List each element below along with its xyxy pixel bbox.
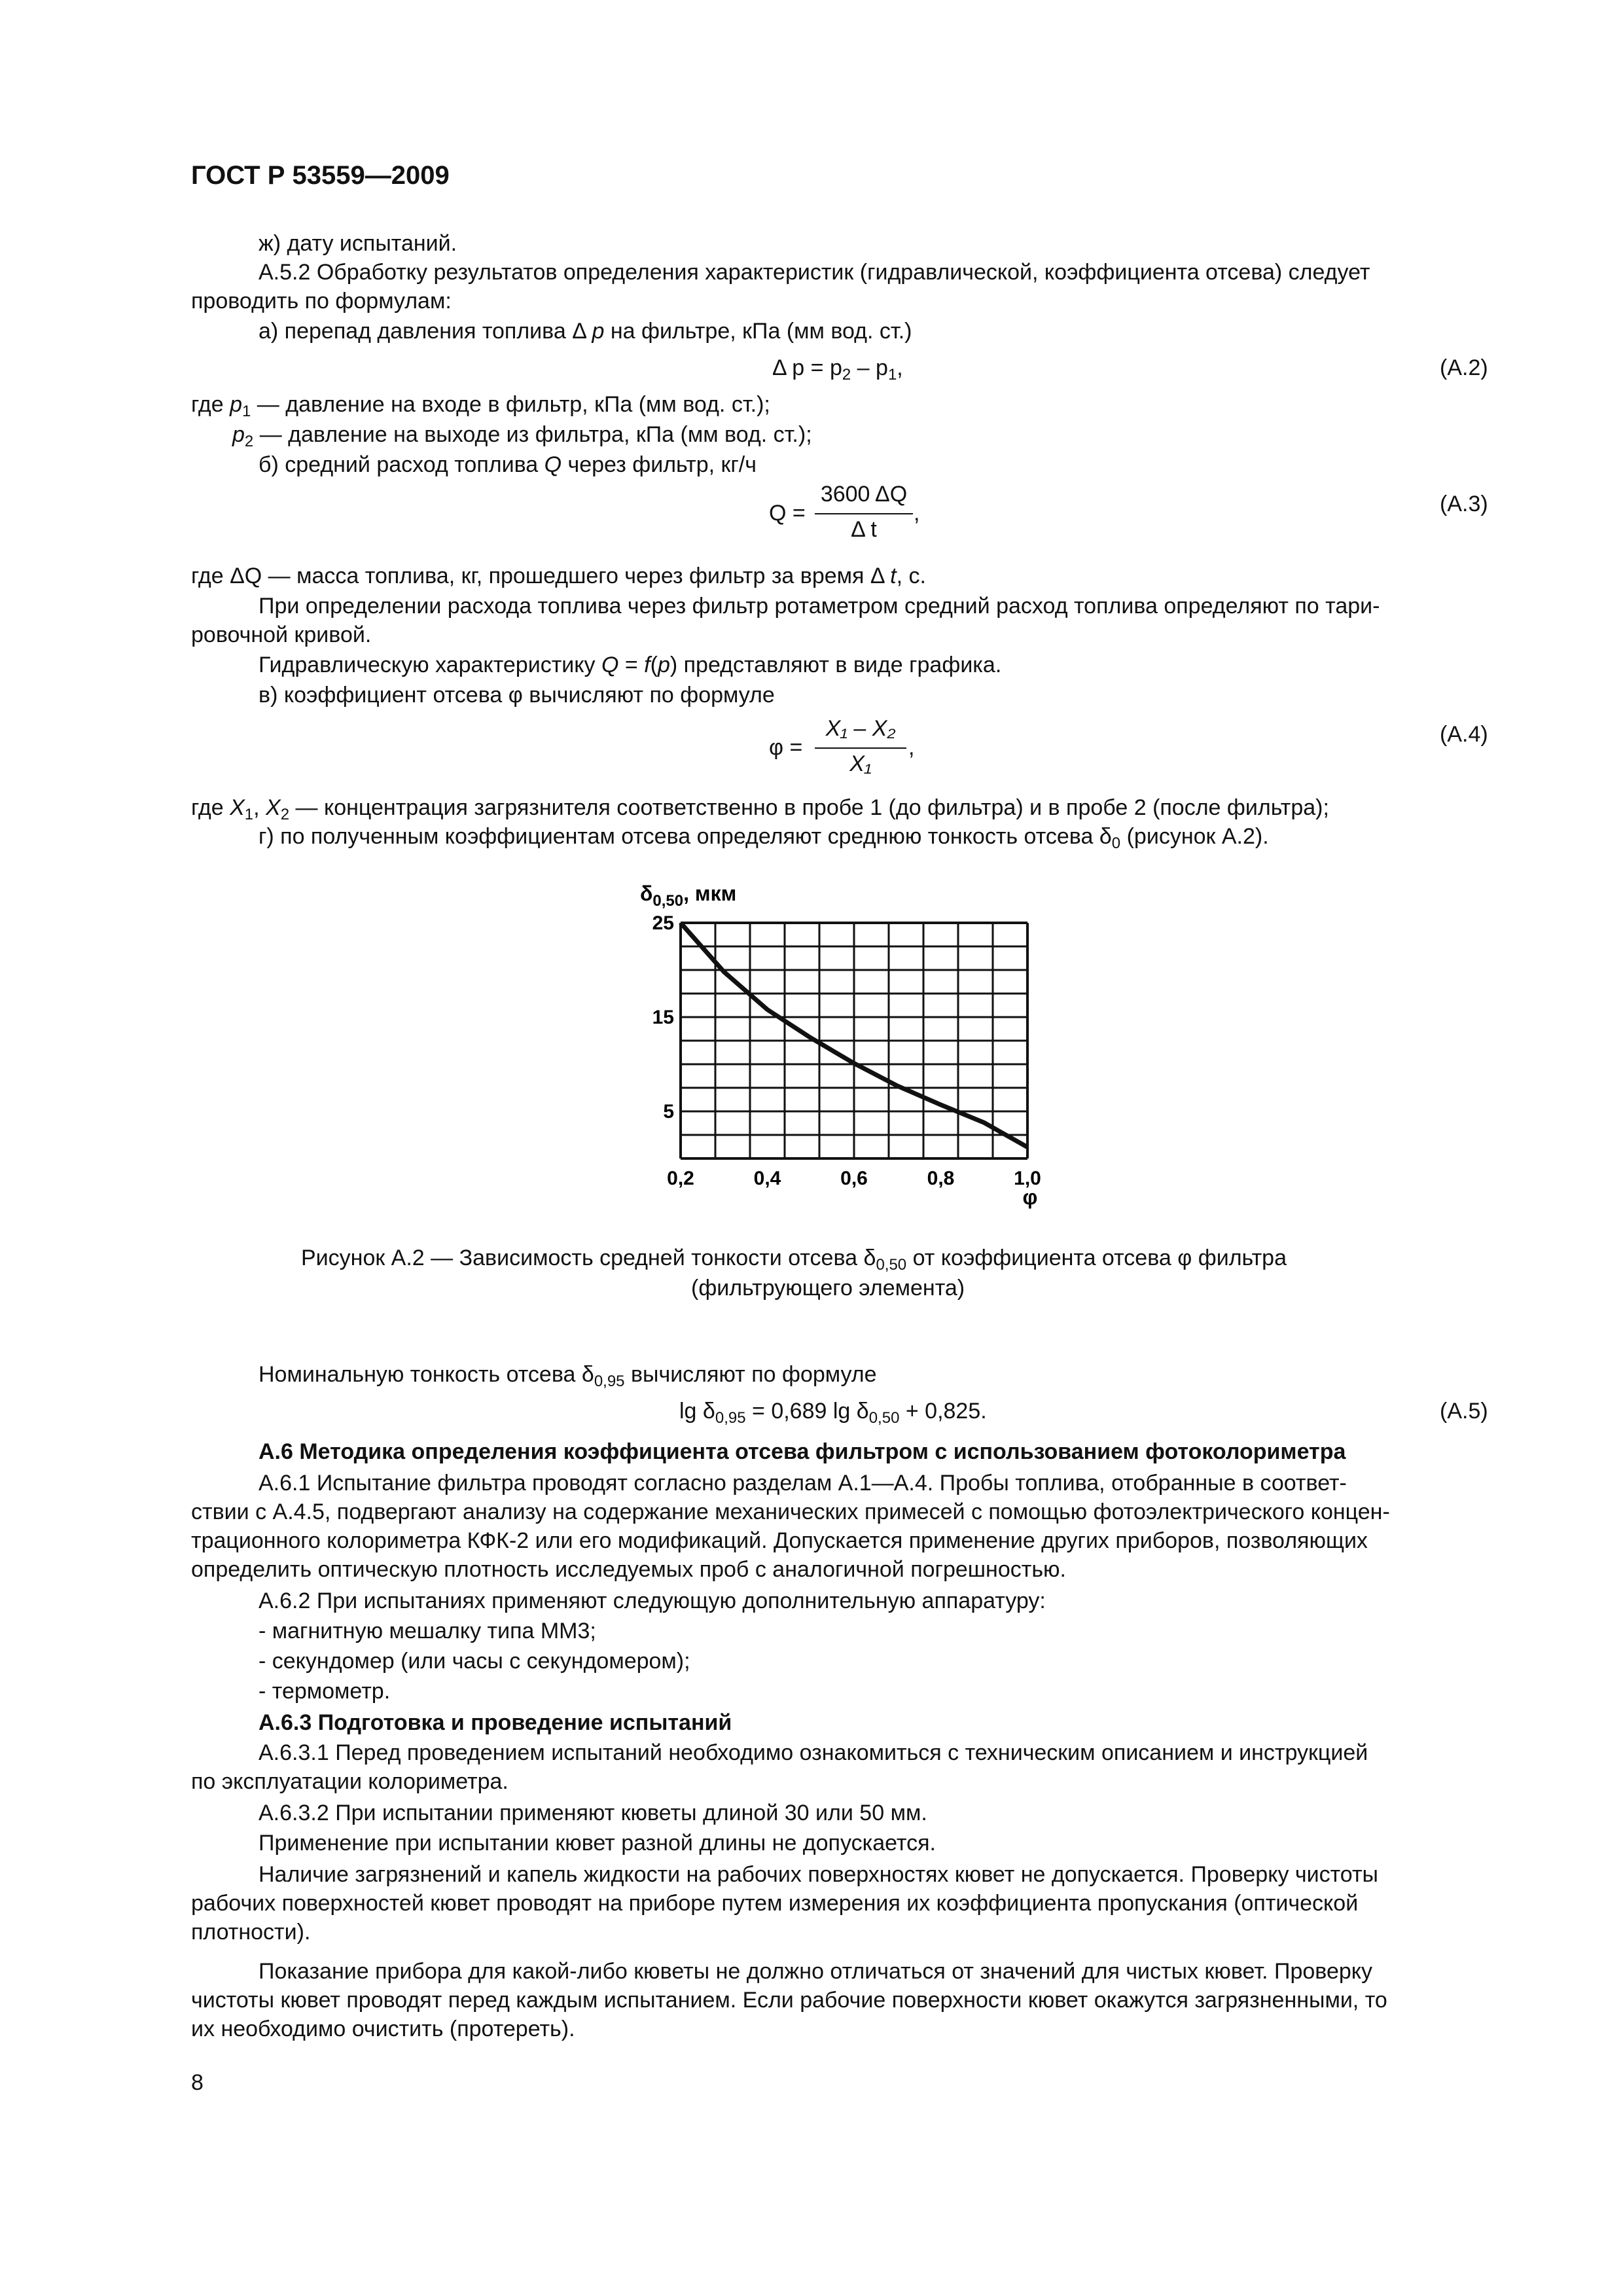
chart-xlabel: φ: [1022, 1185, 1038, 1209]
formula-a5: $\lg \delta_{0,95} = 0,689$ $\lg \delta_{0,50} + 0,825$.: [679, 1399, 987, 1427]
chart-xtick: 0,8: [927, 1168, 955, 1189]
paragraph: проводить по формулам:: [191, 289, 452, 314]
formula-number: (А.4): [1440, 722, 1488, 747]
chart-xtick: 0,4: [753, 1168, 781, 1189]
chart-ylabel: $\delta_{0,50}$, мкм: [640, 882, 737, 910]
document-header: ГОСТ Р 53559—2009: [191, 161, 450, 190]
list-item: - секундомер (или часы с секундомером);: [259, 1649, 690, 1674]
chart-xtick: 1,0: [1014, 1168, 1041, 1189]
chart-ytick: 5: [663, 1101, 674, 1122]
section-heading: А.6 Методика определения коэффициента отсева фильтром с использованием фотоколориметра: [259, 1439, 1346, 1464]
fraction-bar: [815, 747, 906, 749]
formula-comma: ,: [908, 735, 915, 760]
paragraph: рабочих поверхностей кювет проводят на приборе путем измерения их коэффициента пропускания (оптической: [191, 1891, 1359, 1916]
formula-a2: Δ $p = p_2 - p_1$,: [772, 355, 903, 384]
paragraph: чистоты кювет проводят перед каждым испытанием. Если рабочие поверхности кювет окажутся загрязненными, то: [191, 1988, 1387, 2013]
paragraph: трационного колориметра КФК-2 или его модификаций. Допускается применение других приборов, позволяющих: [191, 1528, 1368, 1553]
paragraph: ствии с А.4.5, подвергают анализу на содержание механических примесей с помощью фотоэлектрического концен-: [191, 1499, 1390, 1524]
paragraph: А.6.1 Испытание фильтра проводят согласно разделам А.1—А.4. Пробы топлива, отобранные в соответ-: [259, 1471, 1347, 1496]
figure-caption: Рисунок А.2 — Зависимость средней тонкости отсева $\delta_{0,50}$ от коэффициента отсева φ фильтра: [301, 1246, 1287, 1274]
paragraph: по эксплуатации колориметра.: [191, 1769, 508, 1794]
definition: где $X_1$, $X_2$ — концентрация загрязнителя соответственно в пробе 1 (до фильтра) и в пробе 2 (после фильтра);: [191, 795, 1329, 823]
chart-grid: [681, 923, 1027, 1158]
formula-a3-numerator: 3600 ΔQ: [820, 482, 908, 507]
paragraph: Показание прибора для какой-либо кюветы не должно отличаться от значений для чистых кювет. Проверку: [259, 1959, 1373, 1984]
page-number: 8: [191, 2070, 204, 2095]
formula-a4-numerator: X₁ – X₂: [825, 716, 896, 741]
paragraph: ровочной кривой.: [191, 622, 372, 647]
formula-a4-lhs: φ =: [769, 735, 803, 760]
paragraph: определить оптическую плотность исследуемых проб с аналогичной погрешностью.: [191, 1557, 1066, 1582]
definition: где $p_1$ — давление на входе в фильтр, кПа (мм вод. ст.);: [191, 392, 770, 420]
paragraph: б) средний расход топлива Q через фильтр, кг/ч: [259, 452, 757, 477]
formula-number: (А.3): [1440, 492, 1488, 516]
formula-a4-denominator: X₁: [849, 751, 872, 776]
paragraph: Наличие загрязнений и капель жидкости на рабочих поверхностях кювет не допускается. Проверку чистоты: [259, 1862, 1378, 1887]
paragraph: г) по полученным коэффициентам отсева определяют среднюю тонкость отсева $\delta_0$ (рисунок А.2).: [259, 824, 1269, 852]
list-item: - термометр.: [259, 1679, 391, 1704]
paragraph: А.5.2 Обработку результатов определения характеристик (гидравлической, коэффициента отсева) следует: [259, 260, 1370, 285]
subsection-heading: А.6.3 Подготовка и проведение испытаний: [259, 1710, 732, 1735]
paragraph: ж) дату испытаний.: [259, 231, 457, 256]
formula-a3-denominator: Δ t: [851, 517, 877, 542]
chart-figure: [622, 870, 1080, 1237]
chart-ytick: 15: [652, 1007, 674, 1028]
paragraph: их необходимо очистить (протереть).: [191, 2017, 575, 2041]
paragraph: в) коэффициент отсева φ вычисляют по формуле: [259, 683, 775, 708]
paragraph: Применение при испытании кювет разной длины не допускается.: [259, 1831, 936, 1856]
formula-number: (А.5): [1440, 1399, 1488, 1424]
chart-ytick: 25: [652, 912, 674, 934]
fraction-bar: [815, 513, 913, 514]
paragraph: А.6.3.2 При испытании применяют кюветы длиной 30 или 50 мм.: [259, 1801, 927, 1825]
paragraph: Номинальную тонкость отсева $\delta_{0,95}$ вычисляют по формуле: [259, 1362, 877, 1390]
chart-xtick: 0,6: [840, 1168, 868, 1189]
paragraph: А.6.3.1 Перед проведением испытаний необходимо ознакомиться с техническим описанием и инструкцией: [259, 1740, 1368, 1765]
figure-caption: (фильтрующего элемента): [691, 1276, 965, 1300]
chart-xtick: 0,2: [667, 1168, 694, 1189]
formula-number: (А.2): [1440, 355, 1488, 380]
definition: $p_2$ — давление на выходе из фильтра, кПа (мм вод. ст.);: [232, 422, 812, 450]
paragraph: А.6.2 При испытаниях применяют следующую дополнительную аппаратуру:: [259, 1588, 1046, 1613]
formula-a3-lhs: Q =: [769, 501, 806, 526]
paragraph: При определении расхода топлива через фильтр ротаметром средний расход топлива определяют по тари-: [259, 594, 1380, 619]
formula-comma: ,: [914, 501, 920, 526]
definition: где ΔQ — масса топлива, кг, прошедшего через фильтр за время Δ t, с.: [191, 564, 926, 588]
list-item: - магнитную мешалку типа ММ3;: [259, 1619, 596, 1643]
paragraph: а) перепад давления топлива Δ p на фильтре, кПа (мм вод. ст.): [259, 319, 912, 344]
paragraph: Гидравлическую характеристику Q = f(p) представляют в виде графика.: [259, 653, 1002, 677]
paragraph: плотности).: [191, 1920, 311, 1945]
